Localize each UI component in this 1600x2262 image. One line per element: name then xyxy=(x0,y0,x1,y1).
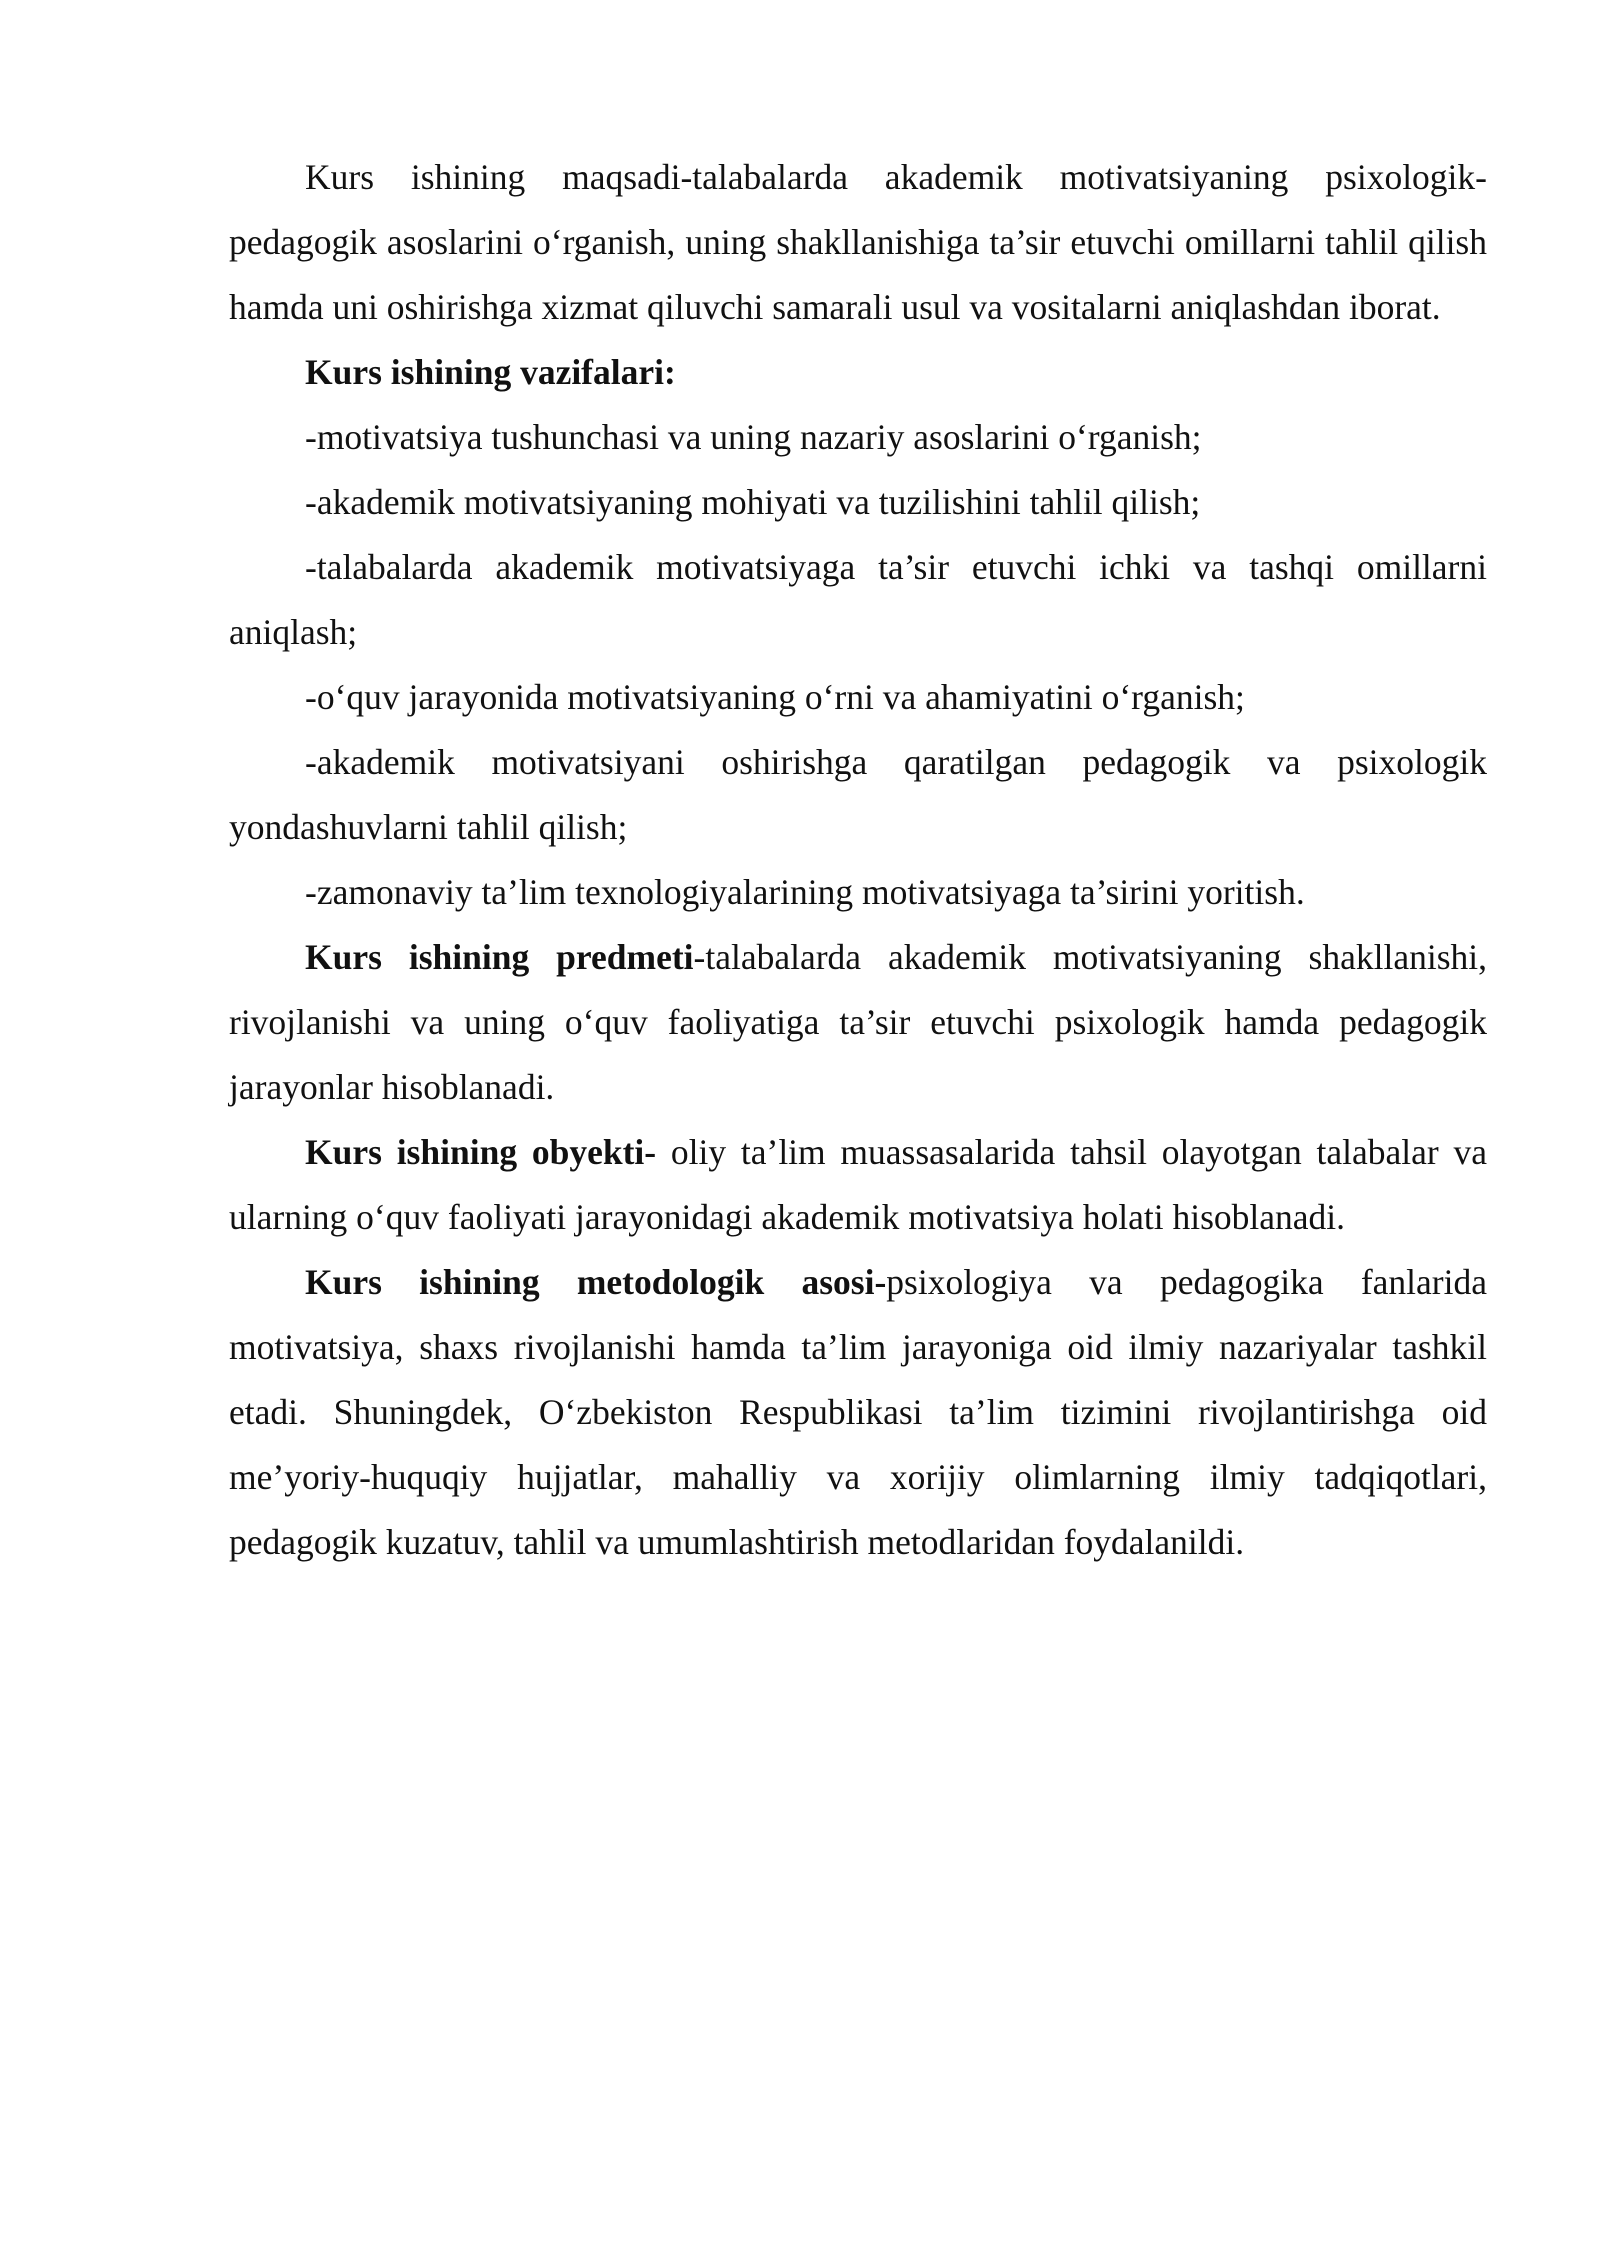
predmet-text: -talabalarda akademik motivatsiyaning shakllanishi, rivojlanishi va uning o‘quv faoliyatiga ta’sir etuvchi psixologik hamda pedagogik jarayonlar hisoblanadi. xyxy=(229,937,1487,1107)
metodologik-label: Kurs ishining metodologik asosi- xyxy=(305,1262,887,1302)
vazifa-item: -zamonaviy ta’lim texnologiyalarining motivatsiyaga ta’sirini yoritish. xyxy=(305,872,1305,912)
paragraph-vazifalar-heading xyxy=(229,340,1487,405)
vazifa-item: -talabalarda akademik motivatsiyaga ta’sir etuvchi ichki va tashqi omillarni aniqlash; xyxy=(229,547,1487,652)
obyekt-label: Kurs ishining obyekti- xyxy=(305,1132,657,1172)
vazifa-item: -motivatsiya tushunchasi va uning nazariy asoslarini o‘rganish; xyxy=(305,417,1202,457)
predmet-label: Kurs ishining predmeti xyxy=(305,937,694,977)
vazifa-item: -akademik motivatsiyaning mohiyati va tuzilishini tahlil qilish; xyxy=(305,482,1201,522)
obyekt-text: oliy ta’lim muassasalarida tahsil olayotgan talabalar va ularning o‘quv faoliyati jarayonidagi akademik motivatsiya holati hisoblanadi. xyxy=(229,1132,1487,1237)
metodologik-text: psixologiya va pedagogika fanlarida motivatsiya, shaxs rivojlanishi hamda ta’lim jarayoniga oid ilmiy nazariyalar tashkil etadi. Shuningdek, O‘zbekiston Respublikasi ta’lim tizimini rivojlantirishga oid me’yoriy-huquqiy hujjatlar, mahalliy va xorijiy olimlarning ilmiy tadqiqotlari, pedagogik kuzatuv, tahlil va umumlashtirish metodlaridan foydalanildi. xyxy=(229,1262,1487,1562)
paragraph-metodologik xyxy=(229,1250,1487,1575)
paragraph-maqsad: Kurs ishining maqsadi-talabalarda akademik motivatsiyaning psixologik-pedagogik asoslarini o‘rganish, uning shakllanishiga ta’sir etuvchi omillarni tahlil qilish hamda uni oshirishga xizmat qiluvchi samarali usul va vositalarni aniqlashdan iborat. xyxy=(229,157,1487,327)
document-body xyxy=(229,145,1487,1575)
paragraph-predmet xyxy=(229,925,1487,1120)
vazifalar-heading: Kurs ishining vazifalari: xyxy=(305,352,676,392)
paragraph-obyekt xyxy=(229,1120,1487,1250)
vazifa-item: -akademik motivatsiyani oshirishga qaratilgan pedagogik va psixologik yondashuvlarni tahlil qilish; xyxy=(229,742,1487,847)
vazifa-item: -o‘quv jarayonida motivatsiyaning o‘rni va ahamiyatini o‘rganish; xyxy=(305,677,1245,717)
